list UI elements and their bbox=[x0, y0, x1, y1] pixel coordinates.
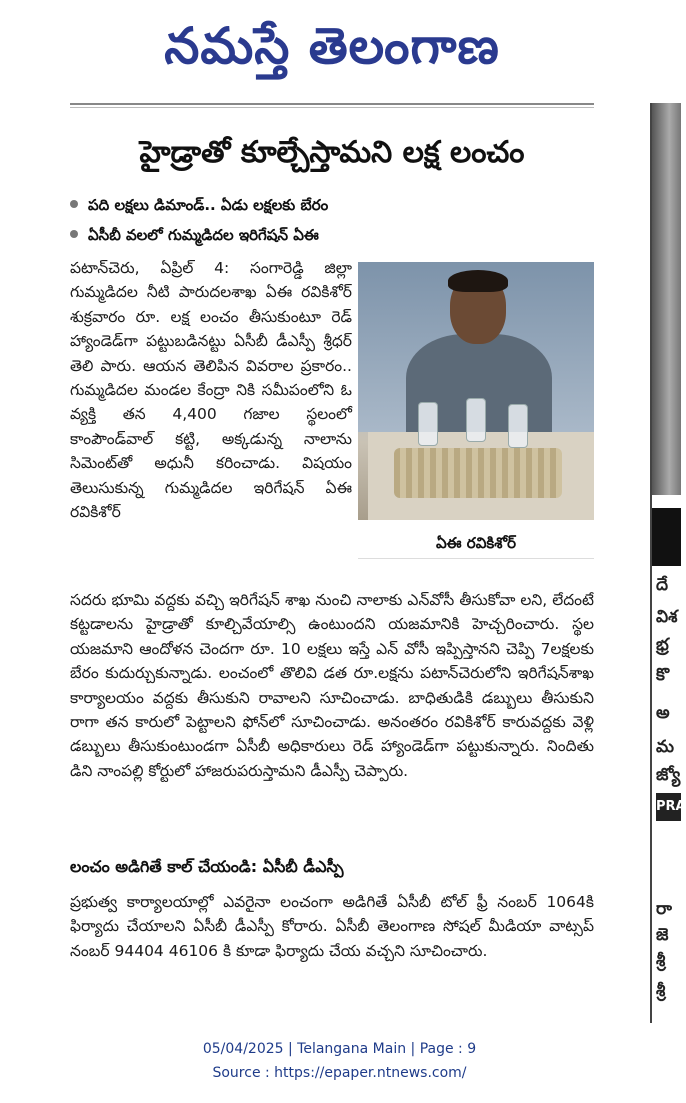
article-body-full: సదరు భూమి వద్దకు వచ్చి ఇరిగేషన్ శాఖ నుంచి నాలాకు ఎన్‌వోసీ తీసుకోవా లని, లేదంటే కట్టడాలను హైడ్రాతో కూల్చివేయాల్సి ఉంటుందని యజమానికి హెచ్చరించారు. స్థల యజమాని ఆందోళన చెందగా రూ. 10 లక్షలు ఇస్తే ఎన్ వోసీ ఇప్పిస్తానని చెప్పి 7లక్షలకు బేరం కుదుర్చుకున్నాడు. లంచంలో తొలివి డత రూ.లక్షను పటాన్‌చెరులోని ఇరిగేషన్‌శాఖ కార్యాలయం వద్దకు తీసుకుని రావాలని సూచించాడు. బాధితుడికి డబ్బులు తీసుకుని రాగా తన కారులో పెట్టాలని ఫోన్‌లో సూచించాడు. అనంతరం రవికిశోర్ కారువద్దకు వెళ్లి డబ్బులు తీసుకుంటుండగా ఏసీబీ అధికారులు రెడ్ హ్యాండెడ్‌గా పట్టుకున్నారు. నిందితు డిని నాంపల్లి కోర్టులో హాజరుపరుస్తామని డీఎస్పీ చెప్పారు. bbox=[70, 591, 594, 780]
article-subheading: లంచం అడిగితే కాల్ చేయండి: ఏసీబీ డీఎస్పీ bbox=[70, 857, 344, 876]
masthead-rule bbox=[70, 103, 594, 105]
bullet-text: ఏసీబీ వలలో గుమ్మడిదల ఇరిగేషన్ ఏఈ bbox=[88, 226, 319, 244]
adjacent-text-fragment: జ్యో bbox=[656, 765, 681, 785]
newspaper-masthead: నమస్తే తెలంగాణ bbox=[164, 17, 500, 75]
adjacent-text-fragment: శ్రీ bbox=[656, 981, 666, 1001]
adjacent-dark-block bbox=[652, 508, 681, 566]
adjacent-article-column bbox=[650, 103, 686, 1023]
photo-caption: ఏఈ రవికిశోర్ bbox=[358, 528, 594, 559]
accused-photo bbox=[358, 262, 594, 520]
bullet-dot-icon bbox=[70, 200, 78, 208]
adjacent-text-fragment: అ bbox=[656, 703, 670, 723]
adjacent-text-fragment: దే bbox=[656, 575, 669, 595]
subheadline-bullets bbox=[70, 190, 594, 250]
footer-date-page: 05/04/2025 | Telangana Main | Page : 9 bbox=[202, 1041, 477, 1057]
article-headline: హైడ్రాతో కూల్చేస్తామని లక్ష లంచం bbox=[139, 135, 525, 170]
adjacent-text-fragment: విశ bbox=[656, 607, 678, 627]
bullet-item bbox=[70, 220, 594, 250]
article-body-last: ప్రభుత్వ కార్యాలయాల్లో ఎవరైనా లంచంగా అడిగితే ఏసీబీ టోల్ ఫ్రీ నంబర్ 1064కి ఫిర్యాదు చేయాలని ఏసీబీ డీఎస్పీ కోరారు. ఏసీబీ తెలంగాణ సోషల్ మీడియా వాట్సప్ నంబర్ 94404 46106 కి కూడా ఫిర్యాదు చేయ వచ్చని సూచించారు. bbox=[70, 893, 594, 960]
adjacent-text-fragment: శ్రీ bbox=[656, 951, 666, 971]
adjacent-photo bbox=[652, 103, 681, 495]
adjacent-text-fragment: భ్ర bbox=[656, 635, 669, 655]
adjacent-text-fragment: PRA bbox=[656, 793, 681, 821]
adjacent-text-fragment: మ bbox=[656, 737, 674, 757]
bullet-dot-icon bbox=[70, 230, 78, 238]
footer-source-link[interactable]: Source : https://epaper.ntnews.com/ bbox=[212, 1065, 467, 1081]
bullet-item bbox=[70, 190, 594, 220]
bullet-text: పది లక్షలు డిమాండ్.. ఏడు లక్షలకు బేరం bbox=[88, 196, 329, 214]
adjacent-text-fragment: కొ bbox=[656, 665, 670, 685]
masthead-rule-thin bbox=[70, 107, 594, 108]
adjacent-text-fragment: రా bbox=[656, 899, 672, 919]
adjacent-text-fragment: జె bbox=[656, 925, 669, 945]
article-body-column: పటాన్‌చెరు, ఏప్రిల్ 4: సంగారెడ్డి జిల్లా గుమ్మడిదల నీటి పారుదలశాఖ ఏఈ రవికిశోర్ శుక్రవారం రూ. లక్ష లంచం తీసుకుంటూ రెడ్ హ్యాండెడ్‌గా పట్టుబడినట్టు ఏసీబీ డీఎస్పీ శ్రీధర్ తెలి పారు. ఆయన తెలిపిన వివరాల ప్రకారం.. గుమ్మడిదల మండల కేంద్రా నికి సమీపంలోని ఓ వ్యక్తి తన 4,400 గజాల స్థలంలో కాంపౌండ్‌వాల్ కట్టి, అక్కడున్న నాలాను సిమెంట్‌తో అధునీ కరించాడు. విషయం తెలుసుకున్న గుమ్మడిదల ఇరిగేషన్ ఏఈ రవికిశోర్ bbox=[70, 259, 352, 522]
